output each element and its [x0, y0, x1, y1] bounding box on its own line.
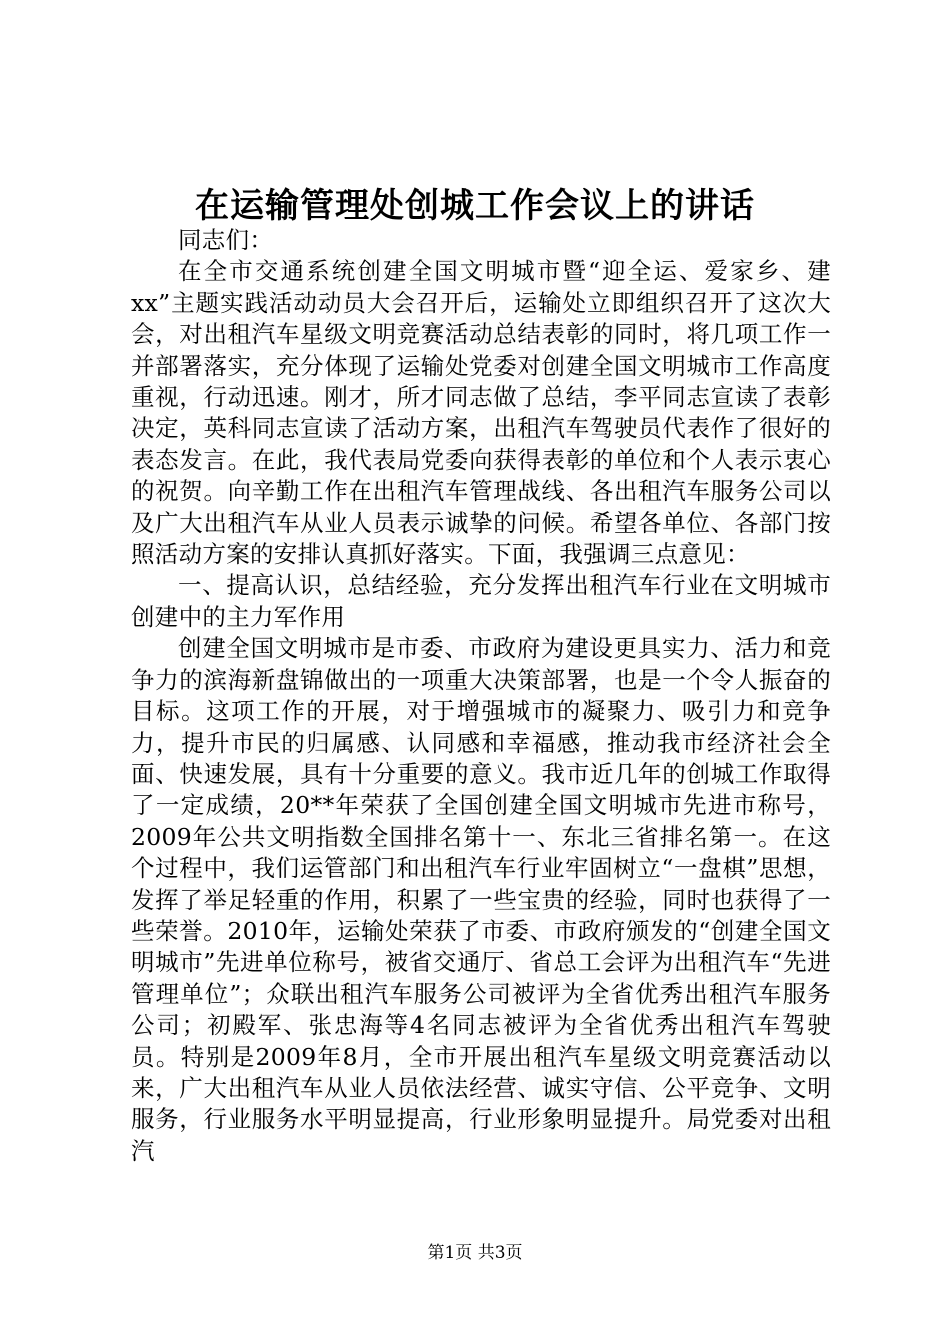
- body-paragraph: 创建全国文明城市是市委、市政府为建设更具实力、活力和竞争力的滨海新盘锦做出的一项重大决策部署，也是一个令人振奋的目标。这项工作的开展，对于增强城市的凝聚力、吸引力和竞争力，提升市民的归属感、认同感和幸福感，推动我市经济社会全面、快速发展，具有十分重要的意义。我市近几年的创城工作取得了一定成绩，20**年荣获了全国创建全国文明城市先进市称号，2009年公共文明指数全国排名第十一、东北三省排名第一。在这个过程中，我们运管部门和出租汽车行业牢固树立“一盘棋”思想，发挥了举足轻重的作用，积累了一些宝贵的经验，同时也获得了一些荣誉。2010年，运输处荣获了市委、市政府颁发的“创建全国文明城市”先进单位称号，被省交通厅、省总工会评为出租汽车“先进管理单位”；众联出租汽车服务公司被评为全省优秀出租汽车服务公司；初殿军、张忠海等4名同志被评为全省优秀出租汽车驾驶员。特别是2009年8月，全市开展出租汽车星级文明竞赛活动以来，广大出租汽车从业人员依法经营、诚实守信、公平竞争、文明服务，行业服务水平明显提高，行业形象明显提升。局党委对出租汽: [131, 634, 831, 1165]
- document-body: [131, 225, 831, 1167]
- salutation-paragraph: 同志们：: [178, 226, 274, 254]
- page-footer: 第1页 共3页: [427, 1243, 523, 1263]
- intro-paragraph: 在全市交通系统创建全国文明城市暨“迎全运、爱家乡、建xx”主题实践活动动员大会召开后，运输处立即组织召开了这次大会，对出租汽车星级文明竞赛活动总结表彰的同时，将几项工作一并部署落实，充分体现了运输处党委对创建全国文明城市工作高度重视，行动迅速。刚才，所才同志做了总结，李平同志宣读了表彰决定，英科同志宣读了活动方案，出租汽车驾驶员代表作了很好的表态发言。在此，我代表局党委向获得表彰的单位和个人表示衷心的祝贺。向辛勤工作在出租汽车管理战线、各出租汽车服务公司以及广大出租汽车从业人员表示诚挚的问候。希望各单位、各部门按照活动方案的安排认真抓好落实。下面，我强调三点意见：: [131, 257, 831, 569]
- section-heading-1: 一、提高认识，总结经验，充分发挥出租汽车行业在文明城市创建中的主力军作用: [131, 571, 831, 631]
- document-title: 在运输管理处创城工作会议上的讲话: [195, 186, 755, 226]
